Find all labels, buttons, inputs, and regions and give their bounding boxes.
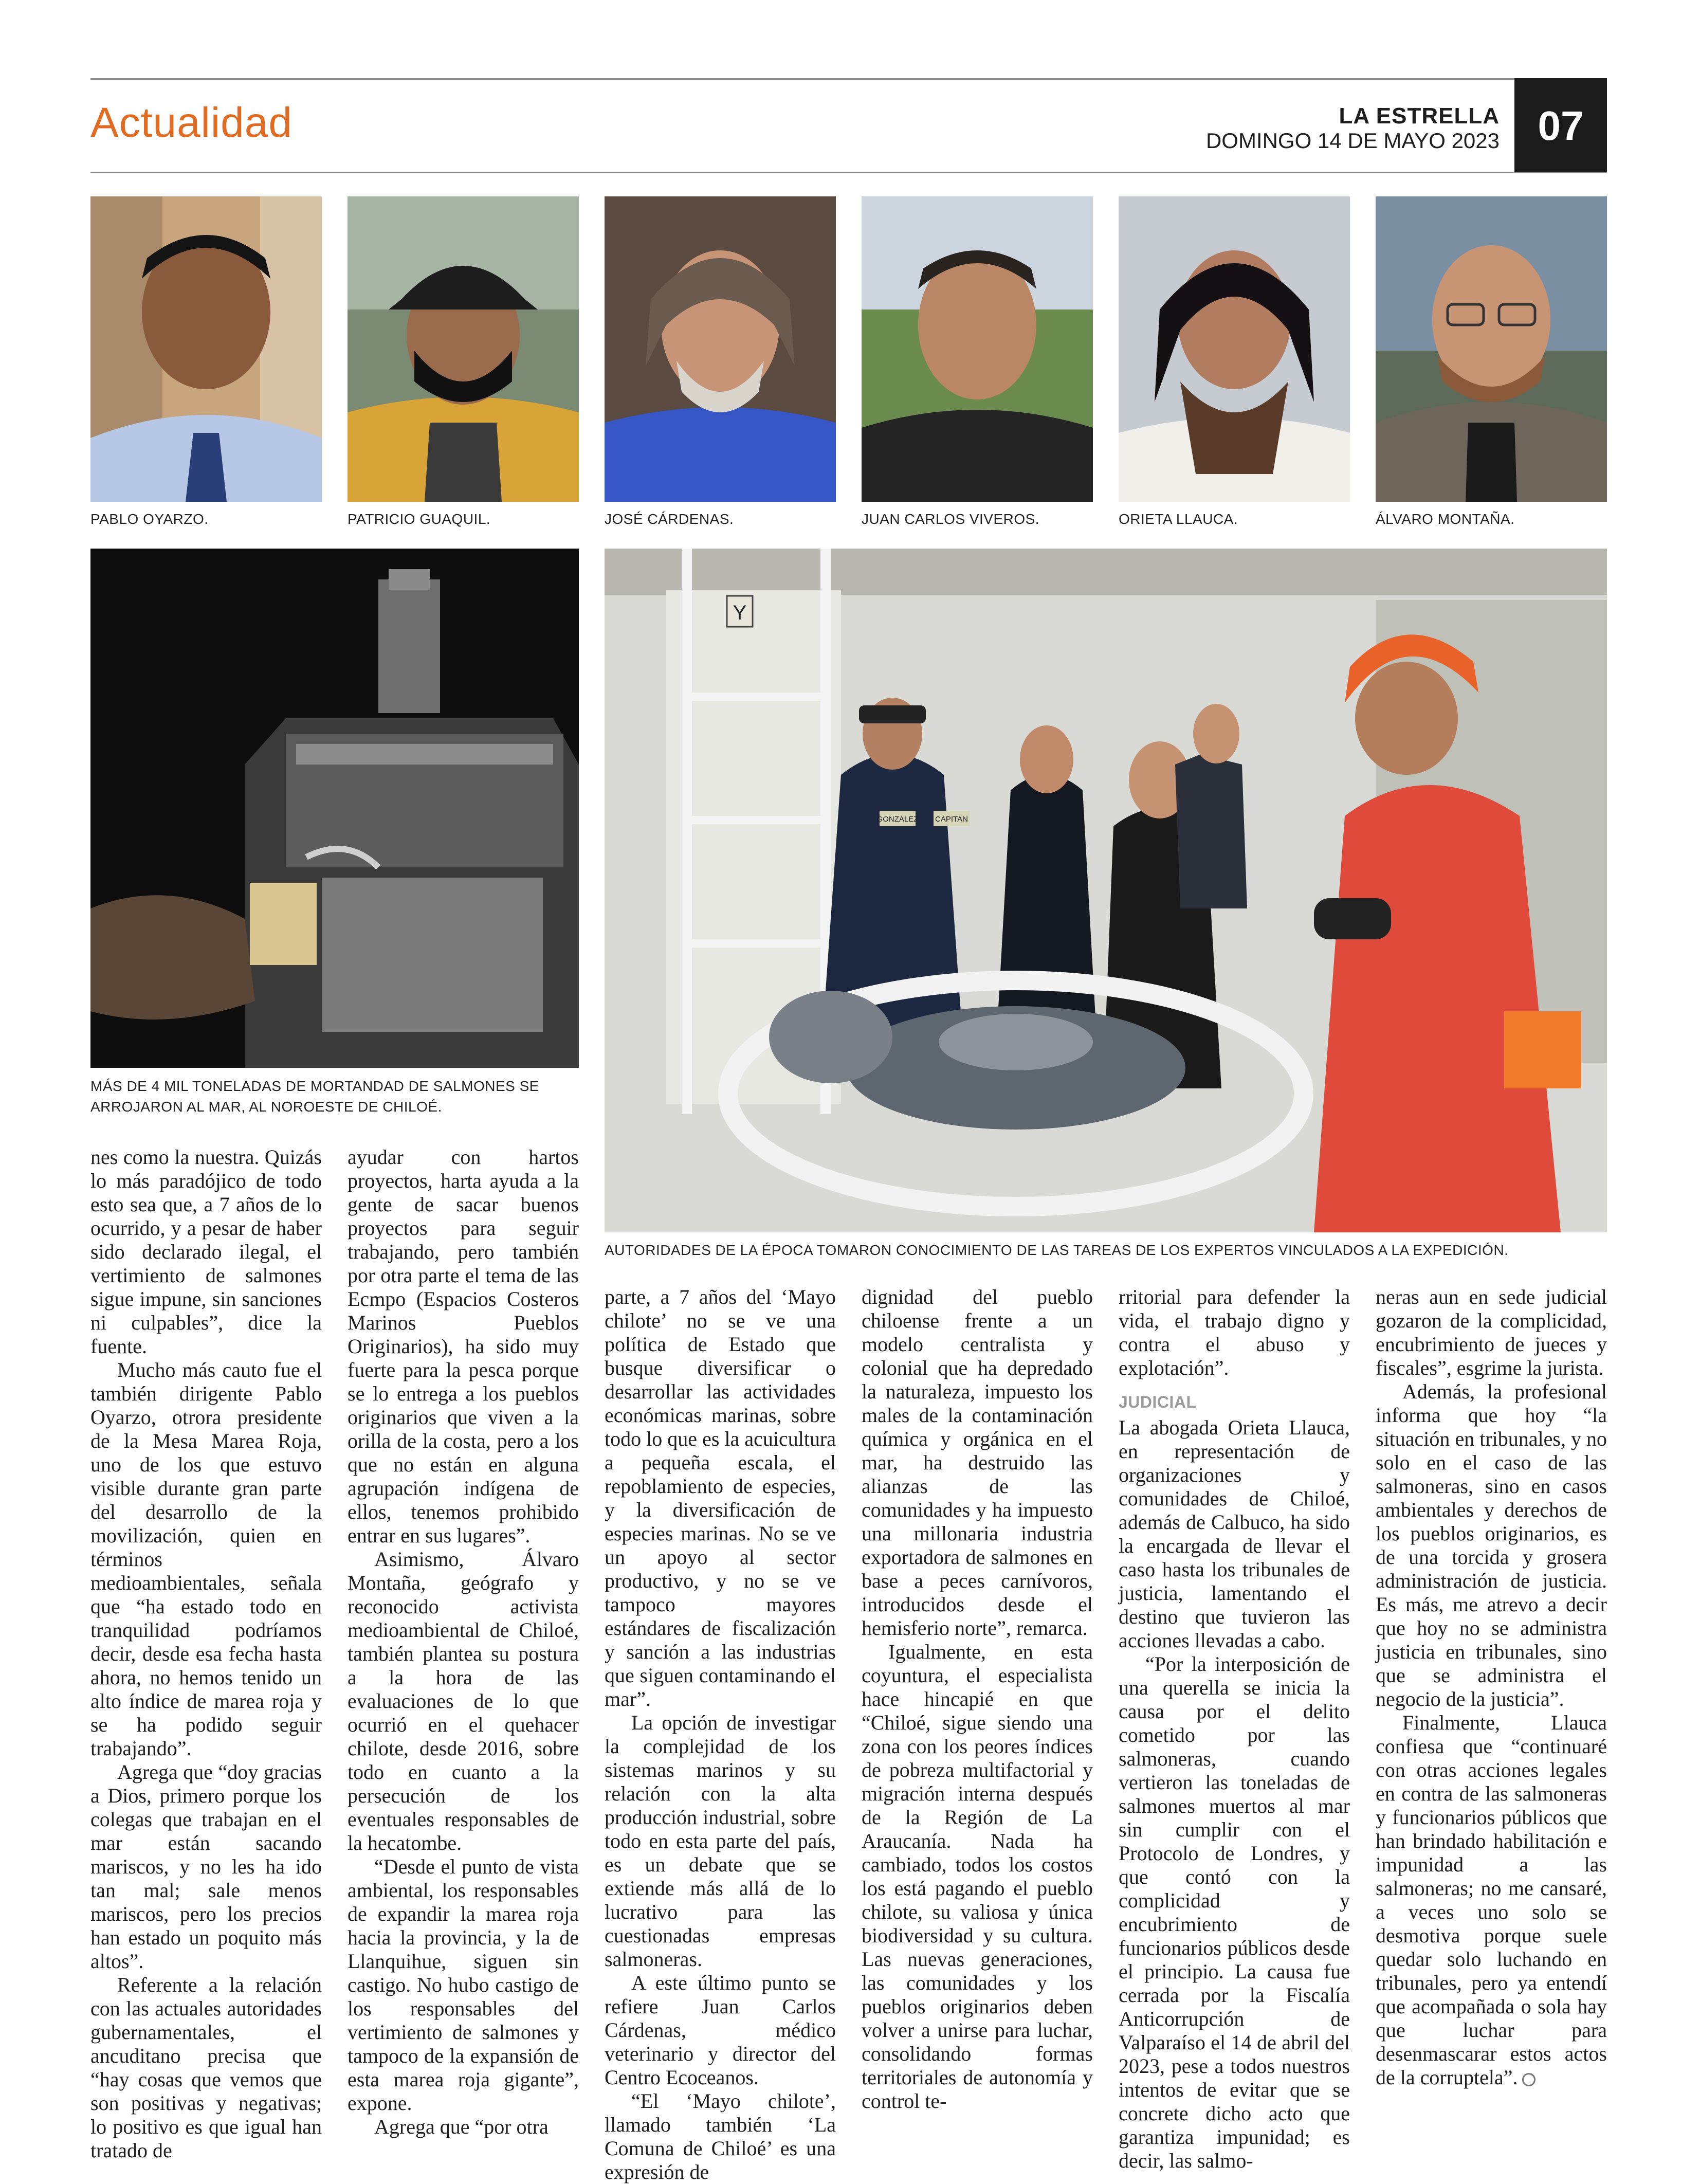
article-paragraph: Referente a la relación con las actuales autoridades gubernamentales, el ancuditano precisa que “hay cosas que vemos que son positivas y negativas; lo positivo es que igual han tratado de: [90, 1973, 322, 2162]
header-top-rule: [90, 78, 1607, 80]
article-paragraph: La abogada Orieta Llauca, en representación de organizaciones y comunidades de Chiloé, además de Calbuco, ha sido la encargada de llevar el caso hasta los tribunales de justicia, lamentando el destino que tuvieron las acciones llevadas a cabo.: [1119, 1416, 1350, 1652]
header-bottom-rule: [90, 172, 1607, 173]
portrait-photo-juan-carlos-viveros: [862, 196, 1093, 502]
article-paragraph: nes como la nuestra. Quizás lo más paradójico de todo esto sea que, a 7 años de lo ocurrido, y a pesar de haber sido declarado ilegal, el vertimiento de salmones sigue impune, sin sanciones ni culpables”, dice la fuente.: [90, 1145, 322, 1358]
article-final-text: Finalmente, Llauca confiesa que “continuaré con otras acciones legales en contra de las salmoneras y funcionarios públicos que han brindado habilitación e impunidad a las salmoneras; no me cansaré, a veces uno solo se desmotiva porque suele quedar solo luchando en tribunales, pero ya entendí que acompañada o sola hay que luchar para desenmascarar estos actos de la corruptela”.: [1376, 1711, 1607, 2089]
portrait-photo-pablo-oyarzo: [90, 196, 322, 502]
article-paragraph: Agrega que “doy gracias a Dios, primero porque los colegas que trabajan en el mar están sacando mariscos, y no les ha ido tan mal; sale menos mariscos, pero los precios han estado un poquito más altos”.: [90, 1760, 322, 1973]
article-paragraph: Asimismo, Álvaro Montaña, geógrafo y reconocido activista medioambiental de Chiloé, también plantea su postura a la hora de las evaluaciones de lo que ocurrió en el quehacer chilote, desde 2016, sobre todo en cuanto a la persecución de los eventuales responsables de la hecatombe.: [348, 1548, 579, 1854]
article-column-6: [1376, 1285, 1607, 2089]
article-column-4: [862, 1285, 1093, 2113]
photo-expedition: [605, 549, 1607, 1232]
article-column-3: [605, 1285, 836, 2184]
end-of-article-icon: [1522, 2073, 1536, 2086]
article-paragraph: La opción de investigar la complejidad de los sistemas marinos y su relación con la alta producción industrial, sobre todo en esta parte del país, es un debate que se extiende más allá de lo lucrativo para las cuestionadas empresas salmoneras.: [605, 1711, 836, 1971]
photo-salmon-dumping: [90, 549, 579, 1068]
article-paragraph: Agrega que “por otra: [374, 2115, 549, 2138]
salmon-photo-caption-line1: MÁS DE 4 MIL TONELADAS DE MORTANDAD DE SALMONES SE: [90, 1078, 539, 1094]
article-paragraph: neras aun en sede judicial gozaron de la complicidad, encubrimiento de jueces y fiscales”, esgrime la jurista.: [1376, 1285, 1607, 1379]
section-title: Actualidad: [90, 99, 293, 146]
article-paragraph: Además, la profesional informa que hoy “la situación en tribunales, y no solo en el caso de las salmoneras, sino en casos ambientales y derechos de los pueblos originarios, es de una torcida y grosera administración de justicia. Es más, me atrevo a decir que hoy no se administra justicia en tribunales, sino que se administra el negocio de la justicia”.: [1376, 1380, 1607, 1710]
article-paragraph: “Por la interposición de una querella se inicia la causa por el delito cometido por las salmoneras, cuando vertieron las toneladas de salmones muertos al mar sin cumplir con el Protocolo de Londres, y que contó con la complicidad y encubrimiento de funcionarios públicos desde el principio. La causa fue cerrada por la Fiscalía Anticorrupción de Valparaíso el 14 de abril del 2023, pese a todos nuestros intentos de evitar que se concrete dicho acto que garantiza impunidad; es decir, las salmo-: [1119, 1652, 1350, 2172]
article-paragraph: A este último punto se refiere Juan Carlos Cárdenas, médico veterinario y director del Centro Ecoceanos.: [605, 1971, 836, 2089]
page-number: 07: [1514, 78, 1607, 173]
salmon-photo-caption-line2: ARROJARON AL MAR, AL NOROESTE DE CHILOÉ.: [90, 1099, 442, 1115]
portrait-photo-patricio-guaquil: [348, 196, 579, 502]
masthead: [1206, 104, 1500, 153]
portrait-photo-alvaro-montana: [1376, 196, 1607, 502]
article-paragraph: parte, a 7 años del ‘Mayo chilote’ no se ve una política de Estado que busque diversificar o desarrollar las actividades económicas marinas, sobre todo lo que es la acuicultura a pequeña escala, el repoblamiento de especies, y la diversificación de especies marinas. No se ve un apoyo al sector productivo, y no se ve tampoco mayores estándares de fiscalización y sanción a las industrias que siguen contaminando el mar”.: [605, 1285, 836, 1710]
portrait-caption: JUAN CARLOS VIVEROS.: [862, 511, 1040, 527]
portrait-caption: PATRICIO GUAQUIL.: [348, 511, 491, 527]
article-paragraph: Mucho más cauto fue el también dirigente Pablo Oyarzo, otrora presidente de la Mesa Marea Roja, uno de los que estuvo visible durante gran parte del desarrollo de la movilización, quien en términos medioambientales, señala que “ha estado todo en tranquilidad podríamos decir, desde esa fecha hasta ahora, no hemos tenido un alto índice de marea roja y se ha podido seguir trabajando”.: [90, 1358, 322, 1760]
article-column-5: [1119, 1285, 1350, 2173]
publication-name: LA ESTRELLA: [1339, 103, 1500, 129]
article-paragraph: ayudar con hartos proyectos, harta ayuda a la gente de sacar buenos proyectos para seguir trabajando, pero también por otra parte el tema de las Ecmpo (Espacios Costeros Marinos Pueblos Originarios), ha sido muy fuerte para la pesca porque se lo entrega a los pueblos originarios que viven a la orilla de la costa, pero a los que no están en alguna agrupación indígena de ellos, tenemos prohibido entrar en sus lugares”.: [348, 1145, 579, 1547]
article-subheading: JUDICIAL: [1119, 1393, 1197, 1411]
portrait-caption: PABLO OYARZO.: [90, 511, 209, 527]
expedition-badge-name: GONZALEZ: [876, 815, 919, 824]
article-paragraph: “Desde el punto de vista ambiental, los responsables de expandir la marea roja hacia la provincia, y la de Llanquihue, siguen sin castigo. No hubo castigo de los responsables del vertimiento de salmones y tampoco de la expansión de esta marea roja gigante”, expone.: [348, 1855, 579, 2115]
expedition-badge-rank: CAPITAN: [935, 815, 968, 824]
article-paragraph: rritorial para defender la vida, el trabajo digno y contra el abuso y explotación”.: [1119, 1285, 1350, 1379]
expedition-photo-caption: AUTORIDADES DE LA ÉPOCA TOMARON CONOCIMIENTO DE LAS TAREAS DE LOS EXPERTOS VINCULADOS A LA EXPEDICIÓN.: [605, 1242, 1509, 1258]
portrait-caption: ORIETA LLAUCA.: [1119, 511, 1238, 527]
portrait-photo-jose-cardenas: [605, 196, 836, 502]
salmon-photo-caption: [90, 1076, 579, 1117]
portrait-caption: ÁLVARO MONTAÑA.: [1376, 511, 1515, 527]
article-column-1: [90, 1145, 322, 2162]
expedition-sign-label: Y: [733, 602, 747, 624]
article-paragraph: “El ‘Mayo chilote’, llamado también ‘La Comuna de Chiloé’ es una expresión de: [605, 2089, 836, 2183]
article-paragraph: Igualmente, en esta coyuntura, el especialista hace hincapié en que “Chiloé, sigue siendo una zona con los peores índices de pobreza multifactorial y migración interna después de la Región de La Araucanía. Nada ha cambiado, todos los costos los está pagando el pueblo chilote, su valiosa y única biodiversidad y su cultura. Las nuevas generaciones, las comunidades y los pueblos originarios deben volver a unirse para luchar, consolidando formas territoriales de autonomía y control te-: [862, 1640, 1093, 2113]
portrait-caption: JOSÉ CÁRDENAS.: [605, 511, 734, 527]
article-paragraph: dignidad del pueblo chiloense frente a un modelo centralista y colonial que ha depredado la naturaleza, impuesto los males de la contaminación química y orgánica en el mar, ha destruido las alianzas de las comunidades y ha impuesto una millonaria industria exportadora de salmones en base a peces carnívoros, introducidos desde el hemisferio norte”, remarca.: [862, 1285, 1093, 1640]
article-paragraph: [1376, 1711, 1607, 2089]
article-column-2: [348, 1145, 579, 2139]
portrait-photo-orieta-llauca: [1119, 196, 1350, 502]
publication-date: DOMINGO 14 DE MAYO 2023: [1205, 129, 1500, 153]
